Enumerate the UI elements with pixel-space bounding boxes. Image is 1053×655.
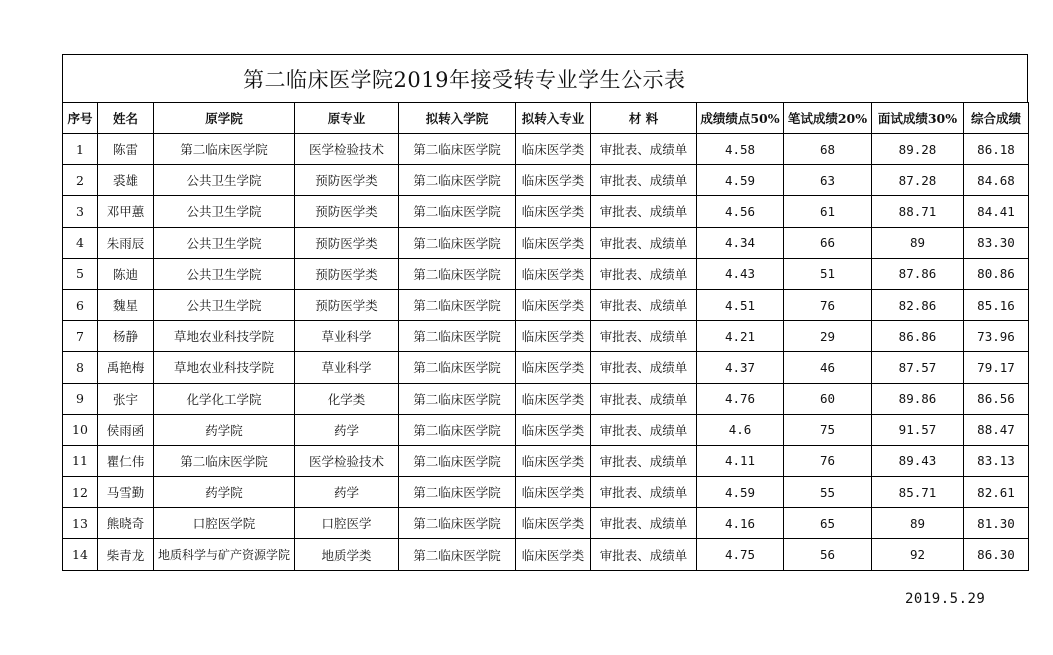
cell-gpa: 4.58 <box>697 134 784 165</box>
cell-target-college: 第二临床医学院 <box>399 289 516 320</box>
header-target-college: 拟转入学院 <box>399 103 516 134</box>
cell-name: 熊晓奇 <box>98 508 154 539</box>
cell-target-major: 临床医学类 <box>516 227 591 258</box>
cell-interview: 89.28 <box>872 134 964 165</box>
cell-interview: 89 <box>872 508 964 539</box>
cell-gpa: 4.34 <box>697 227 784 258</box>
cell-written: 60 <box>784 383 872 414</box>
header-orig-major: 原专业 <box>295 103 399 134</box>
cell-target-college: 第二临床医学院 <box>399 445 516 476</box>
cell-written: 76 <box>784 289 872 320</box>
table-row <box>63 383 1029 414</box>
cell-gpa: 4.6 <box>697 414 784 445</box>
cell-target-college: 第二临床医学院 <box>399 227 516 258</box>
cell-materials: 审批表、成绩单 <box>591 383 697 414</box>
cell-target-major: 临床医学类 <box>516 165 591 196</box>
cell-seq: 4 <box>63 227 98 258</box>
cell-name: 邓甲蕙 <box>98 196 154 227</box>
table-header-row <box>63 103 1029 134</box>
cell-target-college: 第二临床医学院 <box>399 508 516 539</box>
cell-gpa: 4.16 <box>697 508 784 539</box>
cell-interview: 91.57 <box>872 414 964 445</box>
cell-target-college: 第二临床医学院 <box>399 165 516 196</box>
cell-name: 陈雷 <box>98 134 154 165</box>
cell-name: 魏星 <box>98 289 154 320</box>
cell-target-major: 临床医学类 <box>516 289 591 320</box>
cell-orig-major: 化学类 <box>295 383 399 414</box>
cell-name: 侯雨函 <box>98 414 154 445</box>
cell-materials: 审批表、成绩单 <box>591 539 697 570</box>
cell-materials: 审批表、成绩单 <box>591 414 697 445</box>
cell-orig-major: 医学检验技术 <box>295 134 399 165</box>
cell-interview: 85.71 <box>872 477 964 508</box>
cell-target-college: 第二临床医学院 <box>399 196 516 227</box>
cell-seq: 2 <box>63 165 98 196</box>
table-row <box>63 508 1029 539</box>
cell-gpa: 4.43 <box>697 258 784 289</box>
cell-name: 朱雨辰 <box>98 227 154 258</box>
cell-materials: 审批表、成绩单 <box>591 196 697 227</box>
cell-seq: 10 <box>63 414 98 445</box>
table-row <box>63 289 1029 320</box>
cell-orig-college: 药学院 <box>154 477 295 508</box>
cell-total: 86.18 <box>964 134 1029 165</box>
cell-orig-major: 草业科学 <box>295 352 399 383</box>
cell-written: 66 <box>784 227 872 258</box>
header-written: 笔试成绩20% <box>784 103 872 134</box>
cell-target-major: 临床医学类 <box>516 352 591 383</box>
cell-orig-college: 药学院 <box>154 414 295 445</box>
cell-total: 79.17 <box>964 352 1029 383</box>
cell-target-college: 第二临床医学院 <box>399 352 516 383</box>
cell-orig-major: 医学检验技术 <box>295 445 399 476</box>
cell-orig-college: 公共卫生学院 <box>154 196 295 227</box>
cell-materials: 审批表、成绩单 <box>591 289 697 320</box>
cell-materials: 审批表、成绩单 <box>591 352 697 383</box>
page-title: 第二临床医学院2019年接受转专业学生公示表 <box>243 67 686 92</box>
table-row <box>63 196 1029 227</box>
cell-orig-college: 公共卫生学院 <box>154 258 295 289</box>
table-row <box>63 414 1029 445</box>
cell-written: 51 <box>784 258 872 289</box>
cell-gpa: 4.51 <box>697 289 784 320</box>
table-row <box>63 258 1029 289</box>
cell-gpa: 4.75 <box>697 539 784 570</box>
cell-target-college: 第二临床医学院 <box>399 477 516 508</box>
cell-target-major: 临床医学类 <box>516 383 591 414</box>
header-target-major: 拟转入专业 <box>516 103 591 134</box>
table-row <box>63 321 1029 352</box>
cell-written: 56 <box>784 539 872 570</box>
table-row <box>63 352 1029 383</box>
cell-interview: 88.71 <box>872 196 964 227</box>
cell-total: 83.13 <box>964 445 1029 476</box>
cell-interview: 89.43 <box>872 445 964 476</box>
cell-gpa: 4.59 <box>697 165 784 196</box>
header-gpa: 成绩绩点50% <box>697 103 784 134</box>
cell-seq: 3 <box>63 196 98 227</box>
cell-materials: 审批表、成绩单 <box>591 508 697 539</box>
cell-target-college: 第二临床医学院 <box>399 258 516 289</box>
cell-orig-major: 地质学类 <box>295 539 399 570</box>
cell-written: 75 <box>784 414 872 445</box>
cell-total: 84.68 <box>964 165 1029 196</box>
cell-target-major: 临床医学类 <box>516 321 591 352</box>
header-total: 综合成绩 <box>964 103 1029 134</box>
cell-total: 88.47 <box>964 414 1029 445</box>
cell-target-college: 第二临床医学院 <box>399 414 516 445</box>
cell-orig-college: 第二临床医学院 <box>154 134 295 165</box>
cell-total: 80.86 <box>964 258 1029 289</box>
student-table <box>62 102 1029 571</box>
cell-interview: 87.28 <box>872 165 964 196</box>
cell-orig-major: 药学 <box>295 477 399 508</box>
cell-seq: 11 <box>63 445 98 476</box>
cell-total: 84.41 <box>964 196 1029 227</box>
cell-orig-college: 公共卫生学院 <box>154 165 295 196</box>
cell-total: 85.16 <box>964 289 1029 320</box>
cell-seq: 13 <box>63 508 98 539</box>
cell-target-college: 第二临床医学院 <box>399 383 516 414</box>
cell-target-major: 临床医学类 <box>516 445 591 476</box>
cell-interview: 87.86 <box>872 258 964 289</box>
cell-orig-college: 草地农业科技学院 <box>154 321 295 352</box>
cell-orig-major: 药学 <box>295 414 399 445</box>
cell-gpa: 4.21 <box>697 321 784 352</box>
cell-target-major: 临床医学类 <box>516 508 591 539</box>
cell-interview: 82.86 <box>872 289 964 320</box>
cell-target-college: 第二临床医学院 <box>399 321 516 352</box>
header-materials: 材 料 <box>591 103 697 134</box>
cell-orig-major: 预防医学类 <box>295 289 399 320</box>
cell-total: 86.56 <box>964 383 1029 414</box>
cell-orig-major: 预防医学类 <box>295 258 399 289</box>
cell-target-major: 临床医学类 <box>516 414 591 445</box>
cell-orig-major: 预防医学类 <box>295 196 399 227</box>
title-box <box>62 54 1028 102</box>
cell-interview: 89.86 <box>872 383 964 414</box>
cell-materials: 审批表、成绩单 <box>591 165 697 196</box>
cell-target-major: 临床医学类 <box>516 134 591 165</box>
cell-total: 73.96 <box>964 321 1029 352</box>
cell-gpa: 4.56 <box>697 196 784 227</box>
cell-written: 46 <box>784 352 872 383</box>
table-row <box>63 134 1029 165</box>
cell-orig-college: 化学化工学院 <box>154 383 295 414</box>
header-orig-college: 原学院 <box>154 103 295 134</box>
cell-target-college: 第二临床医学院 <box>399 539 516 570</box>
notice-sheet <box>62 54 1028 571</box>
cell-interview: 92 <box>872 539 964 570</box>
cell-orig-major: 预防医学类 <box>295 165 399 196</box>
cell-materials: 审批表、成绩单 <box>591 258 697 289</box>
cell-total: 81.30 <box>964 508 1029 539</box>
cell-name: 柴青龙 <box>98 539 154 570</box>
cell-name: 杨静 <box>98 321 154 352</box>
cell-name: 张宇 <box>98 383 154 414</box>
cell-materials: 审批表、成绩单 <box>591 227 697 258</box>
cell-seq: 8 <box>63 352 98 383</box>
cell-orig-major: 草业科学 <box>295 321 399 352</box>
table-row <box>63 227 1029 258</box>
header-interview: 面试成绩30% <box>872 103 964 134</box>
cell-total: 86.30 <box>964 539 1029 570</box>
header-name: 姓名 <box>98 103 154 134</box>
cell-name: 瞿仁伟 <box>98 445 154 476</box>
table-row <box>63 539 1029 570</box>
cell-name: 马雪勤 <box>98 477 154 508</box>
cell-seq: 1 <box>63 134 98 165</box>
publish-date: 2019.5.29 <box>905 591 986 607</box>
cell-seq: 9 <box>63 383 98 414</box>
cell-total: 83.30 <box>964 227 1029 258</box>
cell-written: 63 <box>784 165 872 196</box>
cell-target-college: 第二临床医学院 <box>399 134 516 165</box>
header-seq: 序号 <box>63 103 98 134</box>
table-row <box>63 165 1029 196</box>
cell-orig-major: 口腔医学 <box>295 508 399 539</box>
cell-seq: 14 <box>63 539 98 570</box>
cell-gpa: 4.59 <box>697 477 784 508</box>
cell-materials: 审批表、成绩单 <box>591 477 697 508</box>
cell-seq: 6 <box>63 289 98 320</box>
cell-orig-college: 地质科学与矿产资源学院 <box>154 539 295 570</box>
cell-gpa: 4.11 <box>697 445 784 476</box>
cell-written: 68 <box>784 134 872 165</box>
cell-seq: 7 <box>63 321 98 352</box>
cell-written: 55 <box>784 477 872 508</box>
cell-target-major: 临床医学类 <box>516 258 591 289</box>
cell-written: 29 <box>784 321 872 352</box>
cell-orig-college: 第二临床医学院 <box>154 445 295 476</box>
cell-target-major: 临床医学类 <box>516 477 591 508</box>
cell-orig-college: 公共卫生学院 <box>154 289 295 320</box>
cell-name: 裘雄 <box>98 165 154 196</box>
cell-name: 陈迪 <box>98 258 154 289</box>
cell-name: 禹艳梅 <box>98 352 154 383</box>
cell-interview: 86.86 <box>872 321 964 352</box>
cell-written: 65 <box>784 508 872 539</box>
cell-seq: 5 <box>63 258 98 289</box>
cell-seq: 12 <box>63 477 98 508</box>
cell-materials: 审批表、成绩单 <box>591 134 697 165</box>
cell-orig-college: 口腔医学院 <box>154 508 295 539</box>
cell-target-major: 临床医学类 <box>516 196 591 227</box>
cell-materials: 审批表、成绩单 <box>591 321 697 352</box>
table-row <box>63 445 1029 476</box>
cell-written: 76 <box>784 445 872 476</box>
cell-written: 61 <box>784 196 872 227</box>
cell-target-major: 临床医学类 <box>516 539 591 570</box>
cell-gpa: 4.37 <box>697 352 784 383</box>
cell-materials: 审批表、成绩单 <box>591 445 697 476</box>
table-row <box>63 477 1029 508</box>
cell-orig-major: 预防医学类 <box>295 227 399 258</box>
cell-orig-college: 草地农业科技学院 <box>154 352 295 383</box>
cell-gpa: 4.76 <box>697 383 784 414</box>
cell-interview: 87.57 <box>872 352 964 383</box>
cell-interview: 89 <box>872 227 964 258</box>
cell-orig-college: 公共卫生学院 <box>154 227 295 258</box>
cell-total: 82.61 <box>964 477 1029 508</box>
